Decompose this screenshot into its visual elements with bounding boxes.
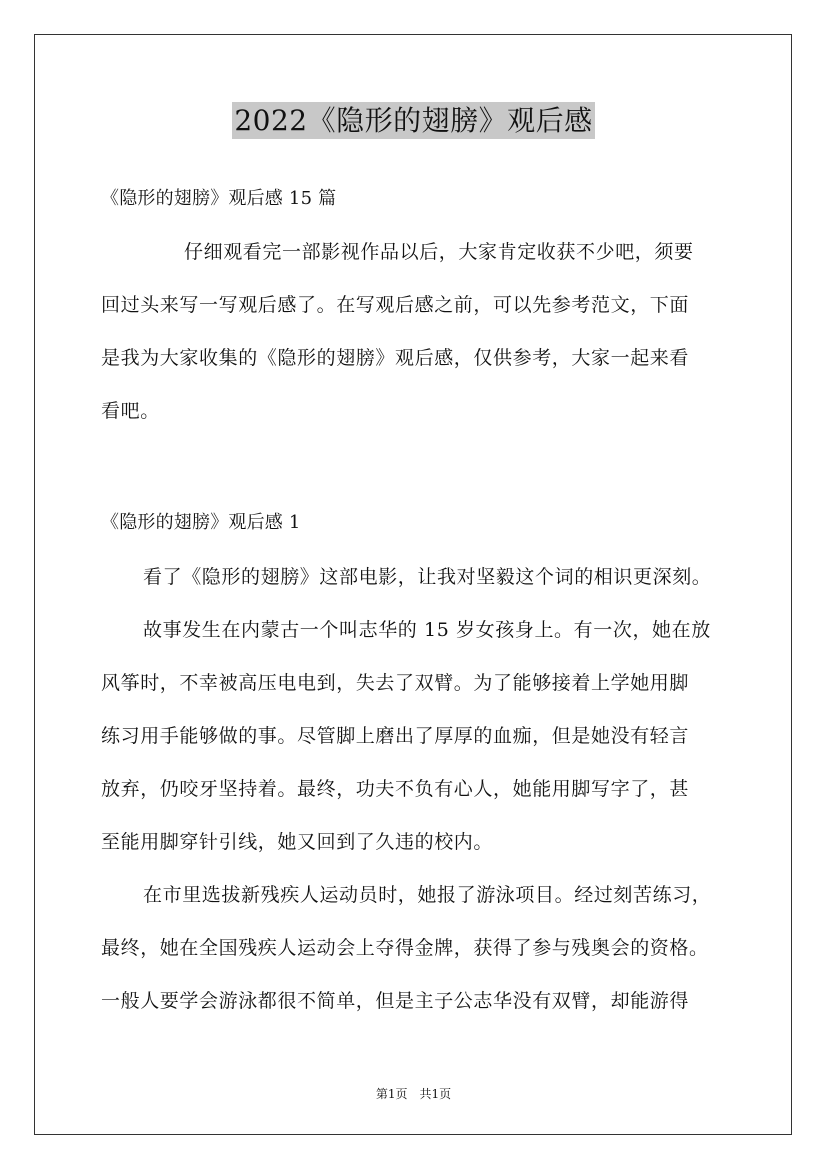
body-line: 练习用手能够做的事。尽管脚上磨出了厚厚的血痂，但是她没有轻言 <box>101 725 690 747</box>
section-heading: 《隐形的翅膀》观后感 1 <box>101 512 301 533</box>
body-line: 看了《隐形的翅膀》这部电影，让我对坚毅这个词的相识更深刻。 <box>143 566 712 588</box>
body-line: 一般人要学会游泳都很不简单，但是主子公志华没有双臂，却能游得 <box>101 990 690 1012</box>
intro-line: 是我为大家收集的《隐形的翅膀》观后感，仅供参考，大家一起来看 <box>101 347 690 369</box>
document-subtitle: 《隐形的翅膀》观后感 15 篇 <box>101 188 337 209</box>
page-footer: 第1页 共1页 <box>375 1087 452 1101</box>
body-line: 最终，她在全国残疾人运动会上夺得金牌，获得了参与残奥会的资格。 <box>101 937 709 959</box>
body-line: 至能用脚穿针引线，她又回到了久违的校内。 <box>101 831 494 853</box>
body-line: 故事发生在内蒙古一个叫志华的 15 岁女孩身上。有一次，她在放 <box>143 619 711 641</box>
document-title: 2022《隐形的翅膀》观后感 <box>234 104 593 137</box>
intro-line: 回过头来写一写观后感了。在写观后感之前，可以先参考范文，下面 <box>101 294 690 316</box>
document-title-wrap <box>0 99 827 139</box>
body-line: 风筝时，不幸被高压电电到，失去了双臂。为了能够接着上学她用脚 <box>101 672 690 694</box>
intro-line: 仔细观看完一部影视作品以后，大家肯定收获不少吧，须要 <box>184 241 694 263</box>
body-line: 在市里选拔新残疾人运动员时，她报了游泳项目。经过刻苦练习， <box>143 884 712 906</box>
body-line: 放弃，仍咬牙坚持着。最终，功夫不负有心人，她能用脚写字了，甚 <box>101 778 690 800</box>
intro-line: 看吧。 <box>101 400 160 422</box>
